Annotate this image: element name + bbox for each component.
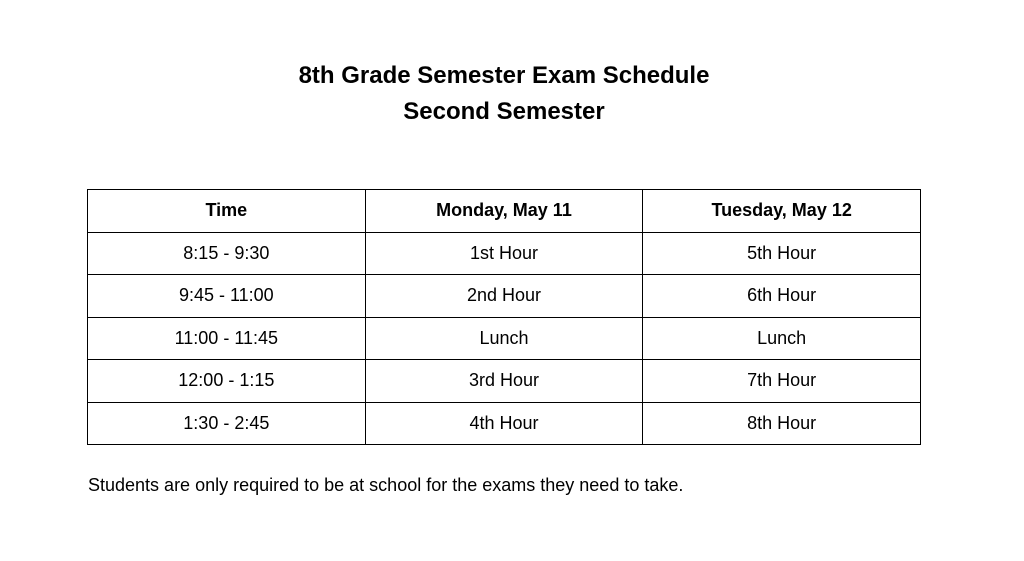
title-line-1: 8th Grade Semester Exam Schedule — [298, 62, 710, 89]
title-line-2: Second Semester — [403, 98, 605, 125]
cell-tuesday: 6th Hour — [643, 275, 921, 318]
cell-tuesday: 7th Hour — [643, 360, 921, 403]
cell-monday: 3rd Hour — [365, 360, 643, 403]
table-row — [88, 360, 921, 403]
table-header-row — [88, 190, 921, 233]
header-monday: Monday, May 11 — [365, 190, 643, 233]
cell-time: 1:30 - 2:45 — [88, 402, 366, 445]
table-row — [88, 402, 921, 445]
document-title — [0, 58, 1008, 130]
cell-monday: 2nd Hour — [365, 275, 643, 318]
cell-monday: Lunch — [365, 317, 643, 360]
cell-time: 11:00 - 11:45 — [88, 317, 366, 360]
cell-tuesday: 5th Hour — [643, 232, 921, 275]
cell-tuesday: 8th Hour — [643, 402, 921, 445]
header-time: Time — [88, 190, 366, 233]
cell-tuesday: Lunch — [643, 317, 921, 360]
table-row — [88, 232, 921, 275]
cell-time: 9:45 - 11:00 — [88, 275, 366, 318]
cell-monday: 4th Hour — [365, 402, 643, 445]
table-row — [88, 317, 921, 360]
exam-schedule-table — [87, 189, 921, 445]
cell-time: 8:15 - 9:30 — [88, 232, 366, 275]
table-row — [88, 275, 921, 318]
attendance-note: Students are only required to be at school for the exams they need to take. — [88, 475, 684, 495]
cell-monday: 1st Hour — [365, 232, 643, 275]
cell-time: 12:00 - 1:15 — [88, 360, 366, 403]
header-tuesday: Tuesday, May 12 — [643, 190, 921, 233]
